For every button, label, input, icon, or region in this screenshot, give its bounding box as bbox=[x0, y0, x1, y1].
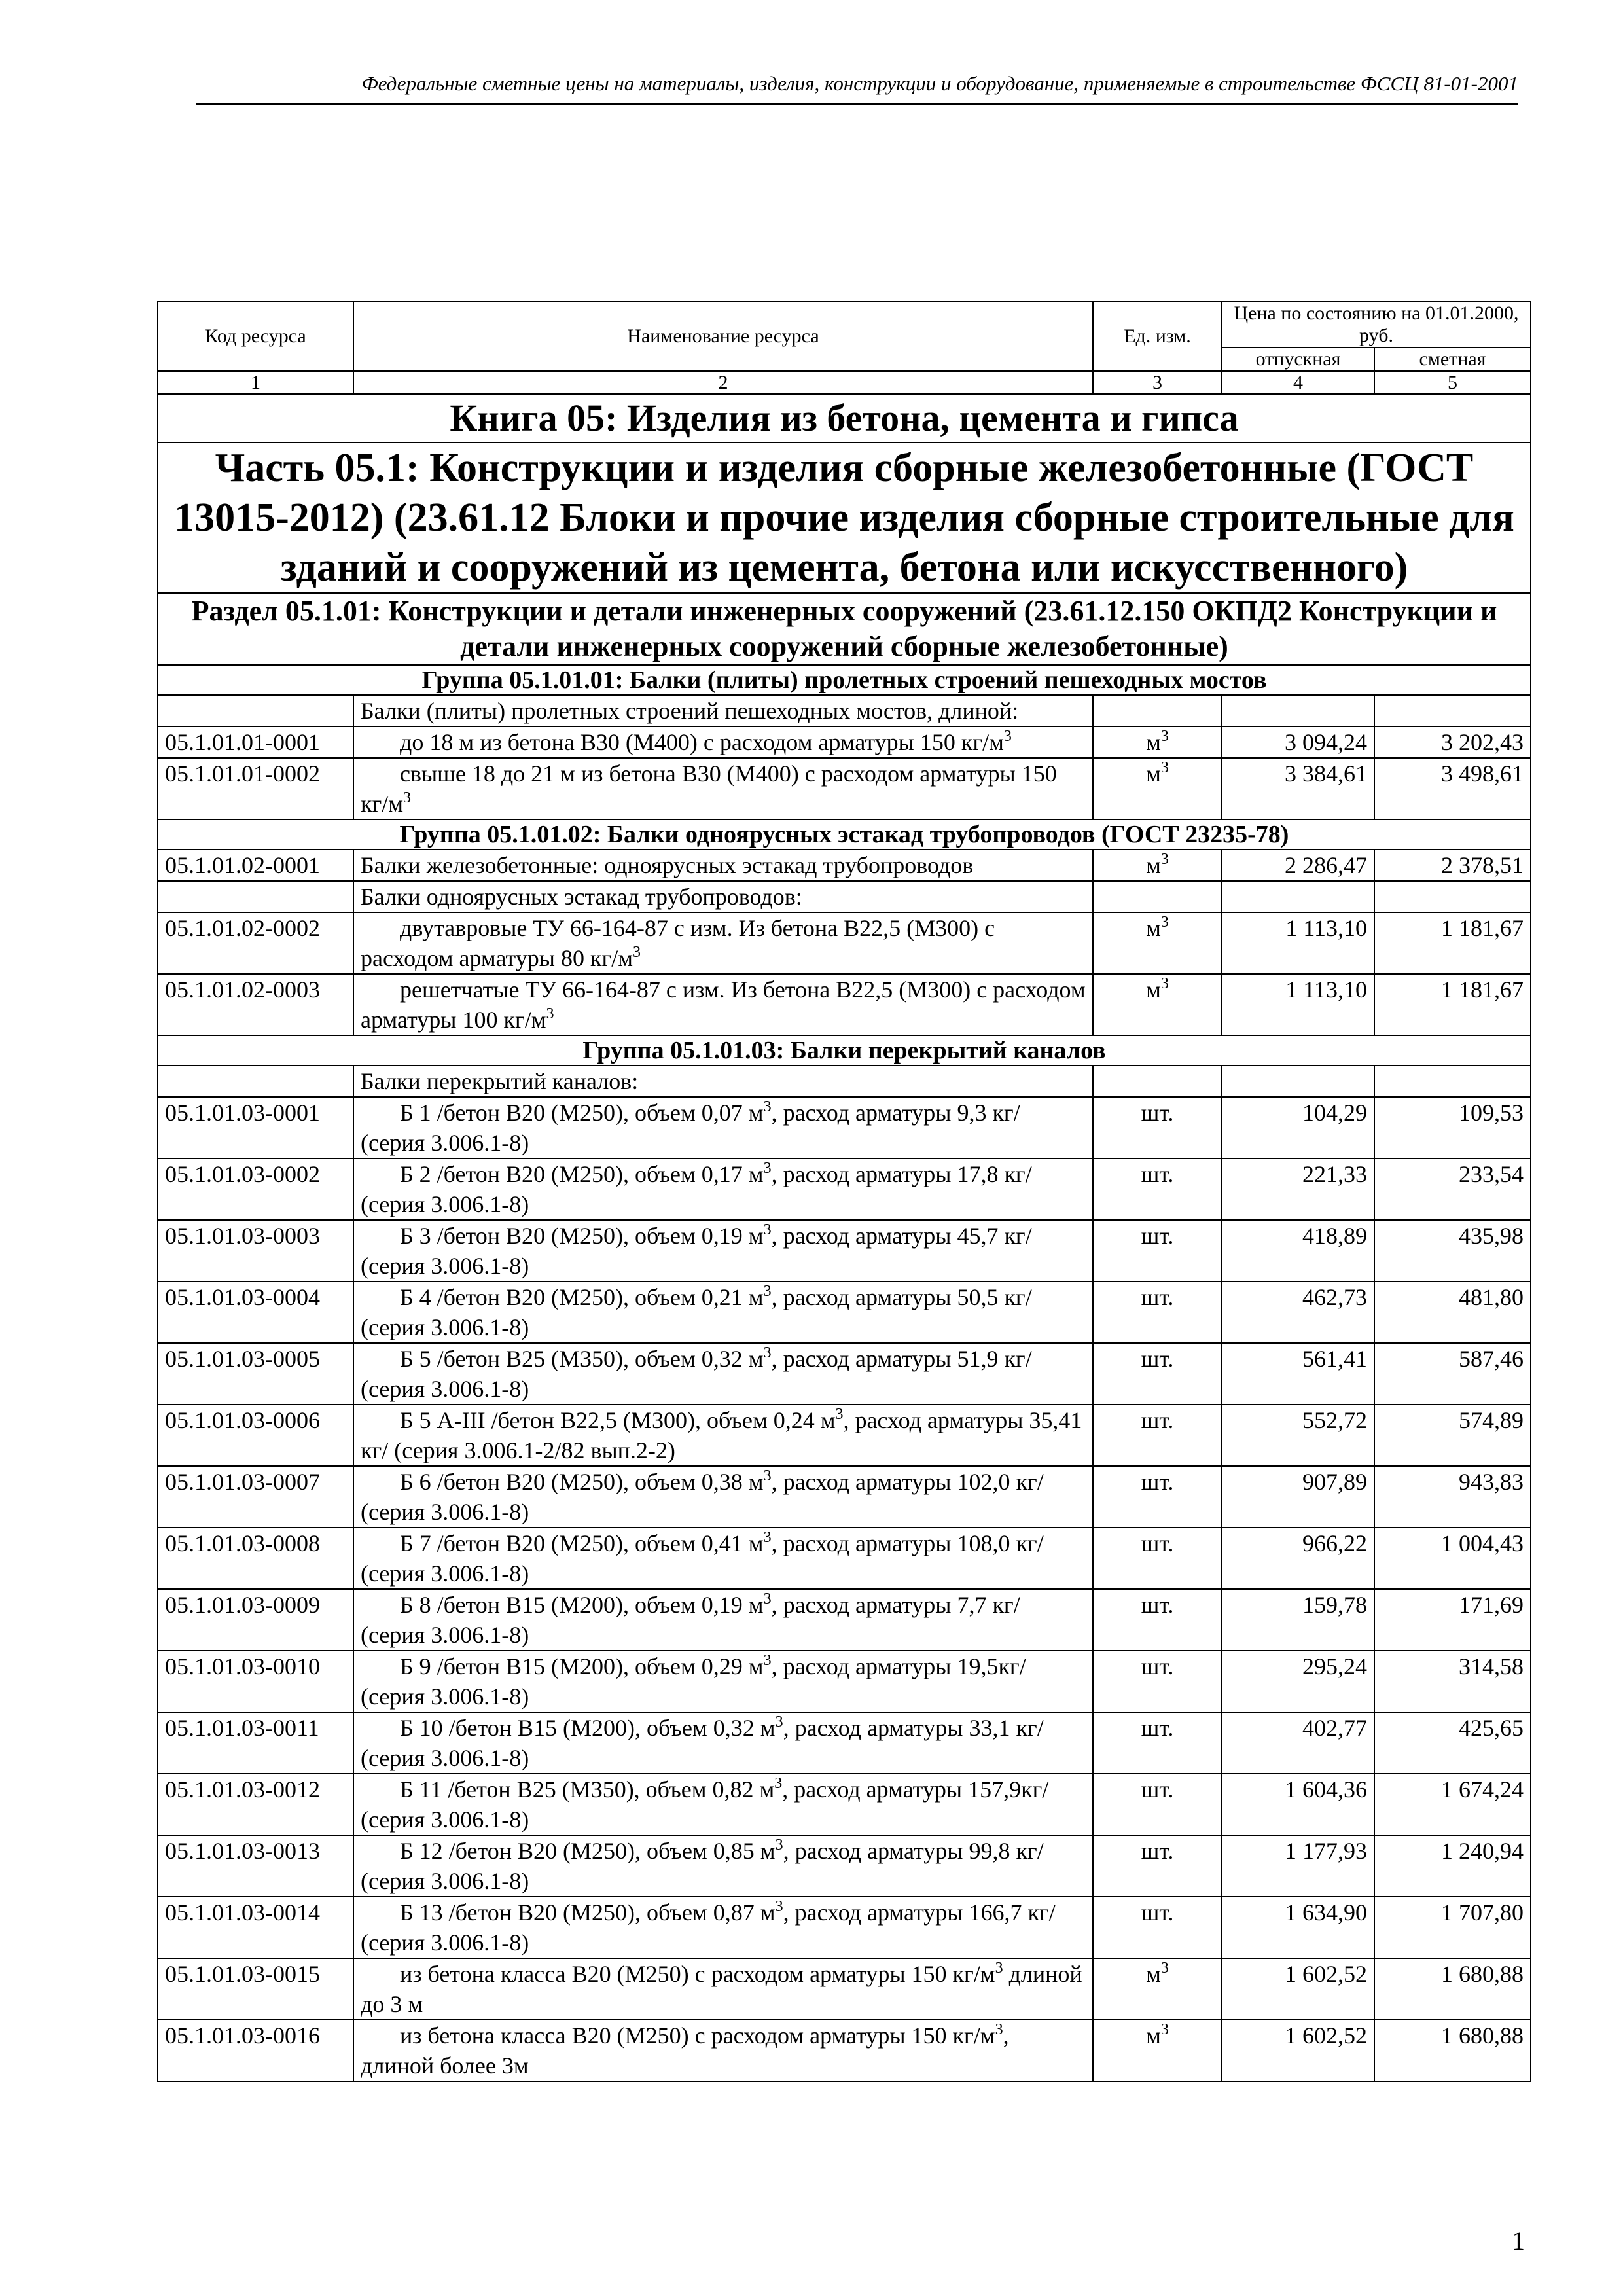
group-title-row bbox=[158, 1035, 1531, 1066]
col-header-estimate: сметная bbox=[1374, 348, 1531, 371]
unit: $м^3$ bbox=[1093, 912, 1222, 974]
superscript: 3 bbox=[1160, 2021, 1169, 2038]
resource-code: 05.1.01.03-0010 bbox=[158, 1651, 353, 1712]
resource-code: 05.1.01.03-0009 bbox=[158, 1589, 353, 1651]
resource-name: двутавровые ТУ 66-164-87 с изм. Из бетона В22,5 (М300) с расходом арматуры 80 $кг/м^3$ bbox=[361, 915, 995, 971]
estimate-price: 425,65 bbox=[1374, 1712, 1531, 1774]
resource-name-cell bbox=[353, 850, 1093, 881]
resource-name: Б 3 /бетон В20 (М250), объем 0,19 $м^3$, расход арматуры 45,7 кг/ (серия 3.006.1-8) bbox=[361, 1221, 1032, 1279]
superscript: 3 bbox=[835, 1406, 844, 1423]
table-row bbox=[158, 1774, 1531, 1835]
superscript: 3 bbox=[763, 1467, 772, 1484]
resource-name-cell bbox=[353, 1097, 1093, 1158]
estimate-price: 574,89 bbox=[1374, 1405, 1531, 1466]
resource-name: Б 2 /бетон В20 (М250), объем 0,17 $м^3$, расход арматуры 17,8 кг/ (серия 3.006.1-8) bbox=[361, 1160, 1032, 1217]
resource-name-cell bbox=[353, 1282, 1093, 1343]
superscript: 3 bbox=[1003, 728, 1012, 745]
table-row bbox=[158, 1528, 1531, 1589]
release-price: 1 602,52 bbox=[1222, 1958, 1374, 2020]
table-row bbox=[158, 1897, 1531, 1958]
empty-price-cell bbox=[1222, 695, 1374, 726]
resource-name: из бетона класса В20 (М250) с расходом арматуры 150 $кг/м^3$ длиной до 3 м bbox=[361, 1960, 1082, 2017]
unit: шт. bbox=[1093, 1712, 1222, 1774]
book-row bbox=[158, 394, 1531, 442]
price-table-body bbox=[158, 302, 1531, 2081]
superscript: 3 bbox=[775, 1898, 783, 1915]
subheading: Балки (плиты) пролетных строений пешеходных мостов, длиной: bbox=[353, 695, 1093, 726]
estimate-price: 2 378,51 bbox=[1374, 850, 1531, 881]
subheading-row bbox=[158, 695, 1531, 726]
release-price: 561,41 bbox=[1222, 1343, 1374, 1405]
estimate-price: 1 004,43 bbox=[1374, 1528, 1531, 1589]
table-row bbox=[158, 1651, 1531, 1712]
resource-code: 05.1.01.01-0001 bbox=[158, 726, 353, 758]
resource-name-cell bbox=[353, 1405, 1093, 1466]
superscript: 3 bbox=[763, 1344, 772, 1361]
subheading-row bbox=[158, 1066, 1531, 1097]
empty-price-cell bbox=[1374, 881, 1531, 912]
estimate-price: 1 680,88 bbox=[1374, 2020, 1531, 2081]
column-number-row bbox=[158, 371, 1531, 394]
resource-code: 05.1.01.03-0011 bbox=[158, 1712, 353, 1774]
estimate-price: 1 181,67 bbox=[1374, 912, 1531, 974]
table-row bbox=[158, 758, 1531, 819]
estimate-price: 587,46 bbox=[1374, 1343, 1531, 1405]
resource-code: 05.1.01.03-0003 bbox=[158, 1220, 353, 1282]
release-price: 104,29 bbox=[1222, 1097, 1374, 1158]
superscript: 3 bbox=[403, 789, 412, 806]
table-row bbox=[158, 1589, 1531, 1651]
resource-name: решетчатые ТУ 66-164-87 с изм. Из бетона В22,5 (М300) с расходом арматуры 100 $кг/м^3$ bbox=[361, 977, 1086, 1033]
header-rule bbox=[196, 103, 1518, 105]
unit: шт. bbox=[1093, 1651, 1222, 1712]
superscript: 3 bbox=[1160, 728, 1169, 745]
estimate-price: 1 240,94 bbox=[1374, 1835, 1531, 1897]
estimate-price: 314,58 bbox=[1374, 1651, 1531, 1712]
section-row bbox=[158, 593, 1531, 665]
resource-name-cell bbox=[353, 758, 1093, 819]
col-header-code: Код ресурса bbox=[158, 302, 353, 371]
group-title-row bbox=[158, 665, 1531, 695]
resource-code: 05.1.01.03-0008 bbox=[158, 1528, 353, 1589]
estimate-price: 1 707,80 bbox=[1374, 1897, 1531, 1958]
superscript: 3 bbox=[775, 1713, 783, 1731]
estimate-price: 109,53 bbox=[1374, 1097, 1531, 1158]
empty-unit-cell bbox=[1093, 1066, 1222, 1097]
resource-name: Б 1 /бетон В20 (М250), объем 0,07 $м^3$, расход арматуры 9,3 кг/ (серия 3.006.1-8) bbox=[361, 1098, 1020, 1156]
release-price: 552,72 bbox=[1222, 1405, 1374, 1466]
superscript: 3 bbox=[546, 1005, 554, 1022]
resource-name: Б 9 /бетон В15 (М200), объем 0,29 $м^3$, расход арматуры 19,5кг/ (серия 3.006.1-8) bbox=[361, 1652, 1026, 1710]
resource-name-cell bbox=[353, 2020, 1093, 2081]
table-row bbox=[158, 1158, 1531, 1220]
release-price: 3 094,24 bbox=[1222, 726, 1374, 758]
running-header: Федеральные сметные цены на материалы, изделия, конструкции и оборудование, применяемые в строительстве ФССЦ 81-01-2001 bbox=[361, 72, 1518, 95]
table-row bbox=[158, 726, 1531, 758]
resource-name: свыше 18 до 21 м из бетона В30 (М400) с расходом арматуры 150 $кг/м^3$ bbox=[361, 761, 1057, 817]
resource-name-cell bbox=[353, 1712, 1093, 1774]
unit: $м^3$ bbox=[1093, 974, 1222, 1035]
resource-name: Б 6 /бетон В20 (М250), объем 0,38 $м^3$, расход арматуры 102,0 кг/ (серия 3.006.1-8) bbox=[361, 1467, 1044, 1525]
unit: $м^3$ bbox=[1093, 726, 1222, 758]
resource-name-cell bbox=[353, 1528, 1093, 1589]
estimate-price: 1 181,67 bbox=[1374, 974, 1531, 1035]
unit: шт. bbox=[1093, 1405, 1222, 1466]
release-price: 2 286,47 bbox=[1222, 850, 1374, 881]
superscript: 3 bbox=[763, 1160, 772, 1177]
empty-code-cell bbox=[158, 695, 353, 726]
release-price: 1 113,10 bbox=[1222, 974, 1374, 1035]
unit: шт. bbox=[1093, 1097, 1222, 1158]
unit: шт. bbox=[1093, 1589, 1222, 1651]
superscript: 3 bbox=[763, 1098, 772, 1115]
estimate-price: 943,83 bbox=[1374, 1466, 1531, 1528]
resource-code: 05.1.01.03-0015 bbox=[158, 1958, 353, 2020]
release-price: 1 113,10 bbox=[1222, 912, 1374, 974]
resource-code: 05.1.01.03-0013 bbox=[158, 1835, 353, 1897]
superscript: 3 bbox=[763, 1652, 772, 1669]
unit: $м^3$ bbox=[1093, 850, 1222, 881]
release-price: 295,24 bbox=[1222, 1651, 1374, 1712]
estimate-price: 435,98 bbox=[1374, 1220, 1531, 1282]
superscript: 3 bbox=[763, 1590, 772, 1607]
estimate-price: 1 680,88 bbox=[1374, 1958, 1531, 2020]
table-row bbox=[158, 1282, 1531, 1343]
table-row bbox=[158, 1097, 1531, 1158]
unit: шт. bbox=[1093, 1897, 1222, 1958]
table-row bbox=[158, 1466, 1531, 1528]
superscript: 3 bbox=[995, 1960, 1003, 1977]
resource-name-cell bbox=[353, 1220, 1093, 1282]
release-price: 221,33 bbox=[1222, 1158, 1374, 1220]
subheading-row bbox=[158, 881, 1531, 912]
superscript: 3 bbox=[1160, 975, 1169, 992]
release-price: 1 602,52 bbox=[1222, 2020, 1374, 2081]
section-title: Раздел 05.1.01: Конструкции и детали инженерных сооружений (23.61.12.150 ОКПД2 Конструкции и детали инженерных сооружений сборные железобетонные) bbox=[158, 593, 1531, 665]
release-price: 402,77 bbox=[1222, 1712, 1374, 1774]
price-table bbox=[157, 301, 1531, 2082]
column-number: 5 bbox=[1374, 371, 1531, 394]
unit: шт. bbox=[1093, 1158, 1222, 1220]
col-header-release: отпускная bbox=[1222, 348, 1374, 371]
empty-code-cell bbox=[158, 881, 353, 912]
empty-unit-cell bbox=[1093, 881, 1222, 912]
subheading: Балки одноярусных эстакад трубопроводов: bbox=[353, 881, 1093, 912]
book-title: Книга 05: Изделия из бетона, цемента и гипса bbox=[158, 394, 1531, 442]
col-header-price: Цена по состоянию на 01.01.2000, руб. bbox=[1222, 302, 1531, 348]
unit: шт. bbox=[1093, 1220, 1222, 1282]
resource-code: 05.1.01.03-0005 bbox=[158, 1343, 353, 1405]
resource-code: 05.1.01.03-0001 bbox=[158, 1097, 353, 1158]
col-header-name: Наименование ресурса bbox=[353, 302, 1093, 371]
release-price: 1 177,93 bbox=[1222, 1835, 1374, 1897]
unit: $м^3$ bbox=[1093, 1958, 1222, 2020]
release-price: 418,89 bbox=[1222, 1220, 1374, 1282]
unit: шт. bbox=[1093, 1343, 1222, 1405]
unit: $м^3$ bbox=[1093, 758, 1222, 819]
resource-name: Б 13 /бетон В20 (М250), объем 0,87 $м^3$, расход арматуры 166,7 кг/ (серия 3.006.1-8) bbox=[361, 1898, 1056, 1956]
resource-name-cell bbox=[353, 1651, 1093, 1712]
estimate-price: 481,80 bbox=[1374, 1282, 1531, 1343]
group-title: Группа 05.1.01.02: Балки одноярусных эстакад трубопроводов (ГОСТ 23235-78) bbox=[158, 819, 1531, 850]
empty-code-cell bbox=[158, 1066, 353, 1097]
unit: шт. bbox=[1093, 1466, 1222, 1528]
unit: $м^3$ bbox=[1093, 2020, 1222, 2081]
resource-name: Балки железобетонные: одноярусных эстакад трубопроводов bbox=[361, 852, 974, 878]
group-title: Группа 05.1.01.01: Балки (плиты) пролетных строений пешеходных мостов bbox=[158, 665, 1531, 695]
empty-price-cell bbox=[1222, 881, 1374, 912]
unit: шт. bbox=[1093, 1774, 1222, 1835]
release-price: 3 384,61 bbox=[1222, 758, 1374, 819]
superscript: 3 bbox=[775, 1837, 783, 1854]
empty-unit-cell bbox=[1093, 695, 1222, 726]
superscript: 3 bbox=[1160, 1960, 1169, 1977]
resource-name: Б 10 /бетон В15 (М200), объем 0,32 $м^3$, расход арматуры 33,1 кг/ (серия 3.006.1-8) bbox=[361, 1713, 1044, 1771]
unit: шт. bbox=[1093, 1528, 1222, 1589]
resource-name: Б 12 /бетон В20 (М250), объем 0,85 $м^3$, расход арматуры 99,8 кг/ (серия 3.006.1-8) bbox=[361, 1837, 1044, 1894]
release-price: 907,89 bbox=[1222, 1466, 1374, 1528]
resource-code: 05.1.01.02-0001 bbox=[158, 850, 353, 881]
resource-name: Б 5 /бетон В25 (М350), объем 0,32 $м^3$, расход арматуры 51,9 кг/ (серия 3.006.1-8) bbox=[361, 1344, 1032, 1402]
col-header-unit: Ед. изм. bbox=[1093, 302, 1222, 371]
resource-name-cell bbox=[353, 1774, 1093, 1835]
resource-name-cell bbox=[353, 1897, 1093, 1958]
header-row bbox=[158, 302, 1531, 348]
table-row bbox=[158, 974, 1531, 1035]
release-price: 966,22 bbox=[1222, 1528, 1374, 1589]
table-row bbox=[158, 1712, 1531, 1774]
table-row bbox=[158, 2020, 1531, 2081]
resource-name-cell bbox=[353, 912, 1093, 974]
column-number: 3 bbox=[1093, 371, 1222, 394]
table-row bbox=[158, 1220, 1531, 1282]
resource-code: 05.1.01.03-0006 bbox=[158, 1405, 353, 1466]
resource-name-cell bbox=[353, 726, 1093, 758]
empty-price-cell bbox=[1222, 1066, 1374, 1097]
unit: шт. bbox=[1093, 1282, 1222, 1343]
table-row bbox=[158, 850, 1531, 881]
part-title: Часть 05.1: Конструкции и изделия сборные железобетонные (ГОСТ 13015-2012) (23.61.12 Блоки и прочие изделия сборные строительные для зданий и сооружений из цемента, бетона или искусственного) bbox=[158, 442, 1531, 593]
superscript: 3 bbox=[763, 1529, 772, 1546]
estimate-price: 233,54 bbox=[1374, 1158, 1531, 1220]
estimate-price: 3 202,43 bbox=[1374, 726, 1531, 758]
table-row bbox=[158, 1405, 1531, 1466]
resource-code: 05.1.01.03-0014 bbox=[158, 1897, 353, 1958]
release-price: 159,78 bbox=[1222, 1589, 1374, 1651]
superscript: 3 bbox=[763, 1221, 772, 1238]
table-row bbox=[158, 1343, 1531, 1405]
empty-price-cell bbox=[1374, 1066, 1531, 1097]
resource-code: 05.1.01.02-0003 bbox=[158, 974, 353, 1035]
empty-price-cell bbox=[1374, 695, 1531, 726]
resource-code: 05.1.01.01-0002 bbox=[158, 758, 353, 819]
superscript: 3 bbox=[1160, 851, 1169, 868]
resource-name: Б 4 /бетон В20 (М250), объем 0,21 $м^3$, расход арматуры 50,5 кг/ (серия 3.006.1-8) bbox=[361, 1283, 1032, 1340]
superscript: 3 bbox=[1160, 914, 1169, 931]
estimate-price: 171,69 bbox=[1374, 1589, 1531, 1651]
superscript: 3 bbox=[633, 944, 641, 961]
table-row bbox=[158, 1958, 1531, 2020]
resource-name: Б 5 А-III /бетон В22,5 (М300), объем 0,24 $м^3$, расход арматуры 35,41 кг/ (серия 3.006.1-2/82 вып.2-2) bbox=[361, 1406, 1082, 1463]
page-number: 1 bbox=[1512, 2226, 1525, 2255]
estimate-price: 3 498,61 bbox=[1374, 758, 1531, 819]
release-price: 1 604,36 bbox=[1222, 1774, 1374, 1835]
column-number: 1 bbox=[158, 371, 353, 394]
resource-name-cell bbox=[353, 1835, 1093, 1897]
group-title: Группа 05.1.01.03: Балки перекрытий каналов bbox=[158, 1035, 1531, 1066]
release-price: 1 634,90 bbox=[1222, 1897, 1374, 1958]
resource-code: 05.1.01.03-0004 bbox=[158, 1282, 353, 1343]
release-price: 462,73 bbox=[1222, 1282, 1374, 1343]
part-row bbox=[158, 442, 1531, 593]
resource-name-cell bbox=[353, 974, 1093, 1035]
resource-code: 05.1.01.03-0002 bbox=[158, 1158, 353, 1220]
table-row bbox=[158, 1835, 1531, 1897]
resource-code: 05.1.01.03-0016 bbox=[158, 2020, 353, 2081]
group-title-row bbox=[158, 819, 1531, 850]
resource-name: из бетона класса В20 (М250) с расходом арматуры 150 $кг/м^3$, длиной более 3м bbox=[361, 2021, 1009, 2079]
resource-name-cell bbox=[353, 1343, 1093, 1405]
resource-name: Б 8 /бетон В15 (М200), объем 0,19 $м^3$, расход арматуры 7,7 кг/ (серия 3.006.1-8) bbox=[361, 1590, 1020, 1648]
resource-name: до 18 м из бетона В30 (М400) с расходом арматуры 150 $кг/м^3$ bbox=[400, 728, 1012, 755]
column-number: 2 bbox=[353, 371, 1093, 394]
resource-code: 05.1.01.02-0002 bbox=[158, 912, 353, 974]
estimate-price: 1 674,24 bbox=[1374, 1774, 1531, 1835]
superscript: 3 bbox=[774, 1775, 783, 1792]
resource-name-cell bbox=[353, 1158, 1093, 1220]
superscript: 3 bbox=[995, 2021, 1003, 2038]
resource-name-cell bbox=[353, 1589, 1093, 1651]
resource-name: Б 11 /бетон В25 (М350), объем 0,82 $м^3$, расход арматуры 157,9кг/ (серия 3.006.1-8) bbox=[361, 1775, 1049, 1833]
unit: шт. bbox=[1093, 1835, 1222, 1897]
superscript: 3 bbox=[1160, 759, 1169, 776]
resource-name-cell bbox=[353, 1958, 1093, 2020]
subheading: Балки перекрытий каналов: bbox=[353, 1066, 1093, 1097]
table-row bbox=[158, 912, 1531, 974]
column-number: 4 bbox=[1222, 371, 1374, 394]
resource-name-cell bbox=[353, 1466, 1093, 1528]
resource-name: Б 7 /бетон В20 (М250), объем 0,41 $м^3$, расход арматуры 108,0 кг/ (серия 3.006.1-8) bbox=[361, 1529, 1044, 1587]
resource-code: 05.1.01.03-0007 bbox=[158, 1466, 353, 1528]
resource-code: 05.1.01.03-0012 bbox=[158, 1774, 353, 1835]
superscript: 3 bbox=[763, 1283, 772, 1300]
